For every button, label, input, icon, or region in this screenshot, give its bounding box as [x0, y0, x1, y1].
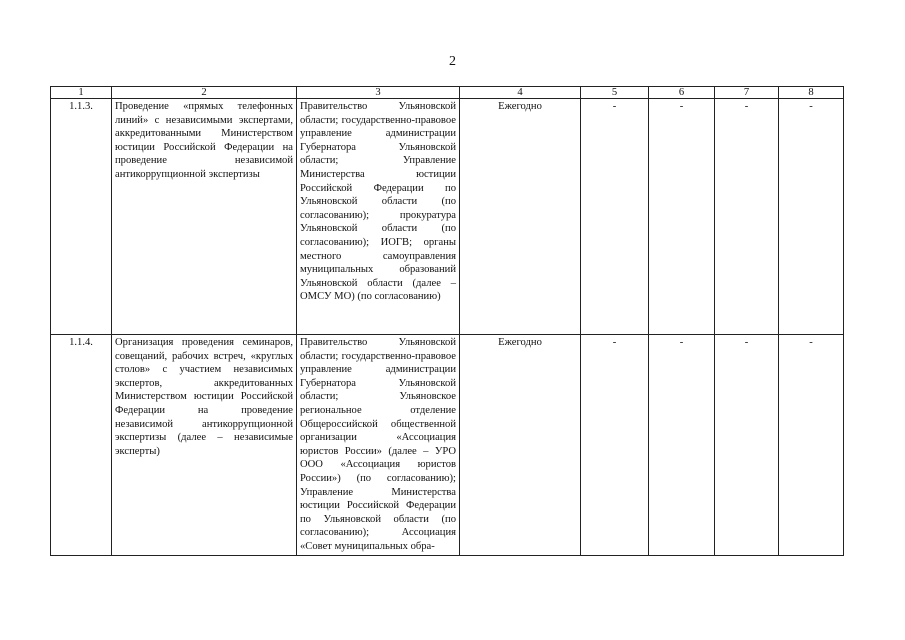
col-8-value: -: [779, 335, 844, 556]
header-col-1: 1: [51, 87, 112, 99]
header-col-7: 7: [715, 87, 779, 99]
header-col-6: 6: [649, 87, 715, 99]
header-col-3: 3: [297, 87, 460, 99]
col-6-value: -: [649, 99, 715, 335]
header-row: [51, 87, 844, 99]
event-description: Проведение «прямых телефонных линий» с независимыми экспертами, аккредитованными Министерством юстиции Российской Федерации на проведение независимой антикоррупционной экспертизы: [112, 99, 297, 335]
table-row: [51, 99, 844, 335]
event-description: Организация проведения семинаров, совещаний, рабочих встреч, «круглых столов» с участием независимых экспертов, аккредитованных Министерством юстиции Российской Федерации на проведение независимой антикоррупционной экспертизы (далее – независимые эксперты): [112, 335, 297, 556]
row-number: 1.1.3.: [51, 99, 112, 335]
col-6-value: -: [649, 335, 715, 556]
term: Ежегодно: [460, 335, 581, 556]
col-5-value: -: [581, 99, 649, 335]
col-7-value: -: [715, 335, 779, 556]
header-col-8: 8: [779, 87, 844, 99]
plan-table: [50, 86, 844, 556]
col-8-value: -: [779, 99, 844, 335]
executors: Правительство Ульяновской области; государственно-правовое управление администрации Губернатора Ульяновской области; Управление Министерства юстиции Российской Федерации по Ульяновской области (по согласованию); прокуратура Ульяновской области (по согласованию); ИОГВ; органы местного самоуправления муниципальных образований Ульяновской области (далее – ОМСУ МО) (по согласованию): [297, 99, 460, 335]
header-col-2: 2: [112, 87, 297, 99]
table-row: [51, 335, 844, 556]
header-col-4: 4: [460, 87, 581, 99]
row-number: 1.1.4.: [51, 335, 112, 556]
executors: Правительство Ульяновской области; государственно-правовое управление администрации Губернатора Ульяновской области; Ульяновское региональное отделение Общероссийской общественной организации «Ассоциация юристов России» (далее – УРО ООО «Ассоциация юристов России») (по согласованию); Управление Министерства юстиции Российской Федерации по Ульяновской области (по согласованию); Ассоциация «Совет муниципальных обра-: [297, 335, 460, 556]
header-col-5: 5: [581, 87, 649, 99]
term: Ежегодно: [460, 99, 581, 335]
col-5-value: -: [581, 335, 649, 556]
page-number: 2: [449, 54, 456, 69]
col-7-value: -: [715, 99, 779, 335]
